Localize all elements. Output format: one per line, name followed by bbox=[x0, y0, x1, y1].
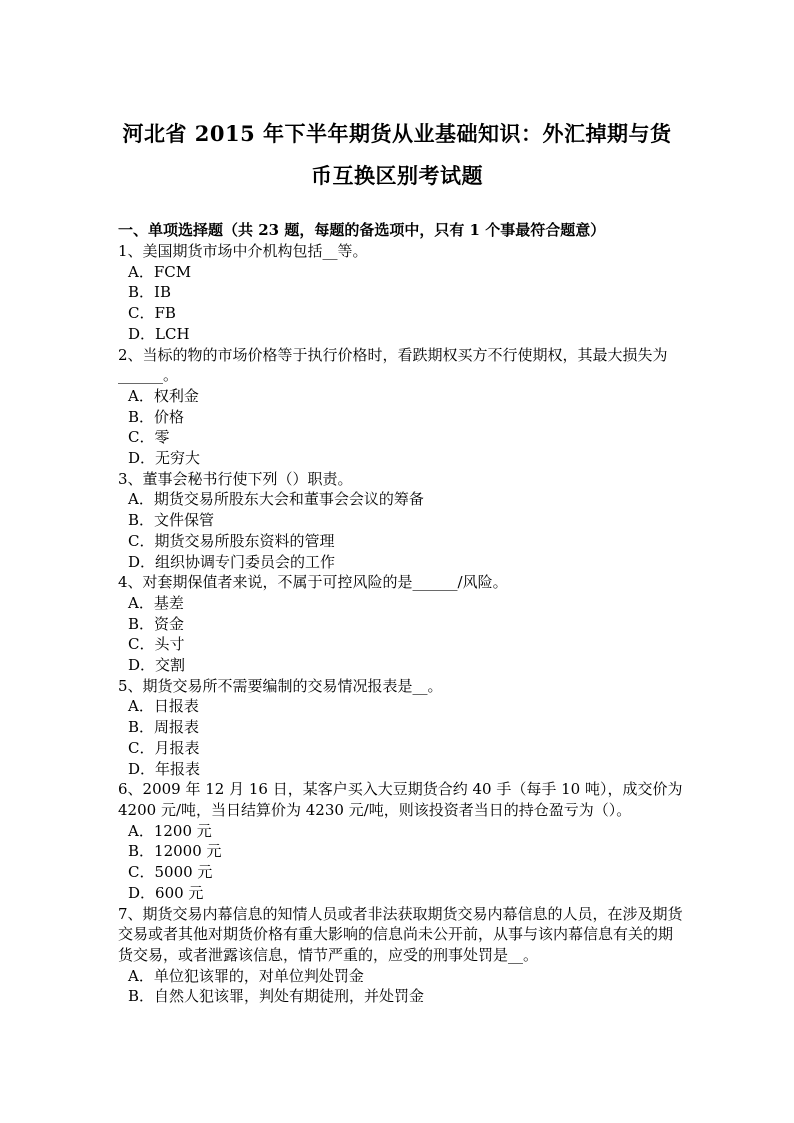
question-stem: 7、期货交易内幕信息的知情人员或者非法获取期货交易内幕信息的人员，在涉及期货交易或者其他对期货价格有重大影响的信息尚未公开前，从事与该内幕信息有关的期货交易，或者泄露该信息，情节严重的，应受的刑事处罚是__。 bbox=[118, 904, 683, 964]
option: B．文件保管 bbox=[128, 511, 215, 530]
option: C．5000 元 bbox=[128, 863, 213, 882]
question bbox=[118, 676, 684, 780]
question-list bbox=[118, 241, 684, 1007]
question-stem: 5、期货交易所不需要编制的交易情况报表是__。 bbox=[118, 676, 443, 695]
option: C．零 bbox=[128, 428, 170, 447]
question-stem: 3、董事会秘书行使下列（）职责。 bbox=[118, 469, 353, 488]
question bbox=[118, 779, 684, 903]
option: D．600 元 bbox=[128, 883, 204, 902]
option: D．年报表 bbox=[128, 759, 201, 778]
question bbox=[118, 345, 684, 469]
question-stem: 4、对套期保值者来说，不属于可控风险的是______/风险。 bbox=[118, 573, 508, 592]
option: C．月报表 bbox=[128, 738, 200, 757]
option: B．自然人犯该罪，判处有期徒刑，并处罚金 bbox=[128, 987, 425, 1006]
option: B．IB bbox=[128, 283, 171, 302]
section-heading: 一、单项选择题（共 23 题，每题的备选项中，只有 1 个事最符合题意） bbox=[118, 221, 606, 239]
question-stem: 6、2009 年 12 月 16 日，某客户买入大豆期货合约 40 手（每手 10 吨），成交价为 4200 元/吨，当日结算价为 4230 元/吨，则该投资者当日的持仓盈亏为（）。 bbox=[118, 780, 683, 819]
option: D．无穷大 bbox=[128, 449, 201, 468]
option: A．日报表 bbox=[128, 697, 199, 716]
option: B．12000 元 bbox=[128, 842, 222, 861]
option: C．FB bbox=[128, 304, 176, 323]
option: A．FCM bbox=[128, 262, 192, 281]
question bbox=[118, 469, 684, 573]
question bbox=[118, 572, 684, 676]
option: D．组织协调专门委员会的工作 bbox=[128, 552, 336, 571]
document-title-line-1: 河北省 2015 年下半年期货从业基础知识：外汇掉期与货 bbox=[122, 121, 672, 146]
question bbox=[118, 904, 684, 1008]
option: C．期货交易所股东资料的管理 bbox=[128, 531, 335, 550]
option: C．头寸 bbox=[128, 635, 185, 654]
document-title-line-2: 币互换区别考试题 bbox=[311, 163, 483, 188]
option: B．价格 bbox=[128, 407, 185, 426]
option: A．单位犯该罪的，对单位判处罚金 bbox=[128, 966, 364, 985]
question-stem: 2、当标的物的市场价格等于执行价格时，看跌期权买方不行使期权，其最大损失为______。 bbox=[118, 345, 668, 385]
question bbox=[118, 241, 684, 345]
option: B．周报表 bbox=[128, 718, 200, 737]
option: A．1200 元 bbox=[128, 821, 212, 840]
question-stem: 1、美国期货市场中介机构包括__等。 bbox=[118, 242, 368, 260]
option: A．权利金 bbox=[128, 386, 199, 405]
option: D．交割 bbox=[128, 656, 186, 675]
option: A．基差 bbox=[128, 593, 184, 612]
option: A．期货交易所股东大会和董事会会议的筹备 bbox=[128, 490, 424, 509]
option: D．LCH bbox=[128, 324, 190, 343]
option: B．资金 bbox=[128, 614, 185, 633]
